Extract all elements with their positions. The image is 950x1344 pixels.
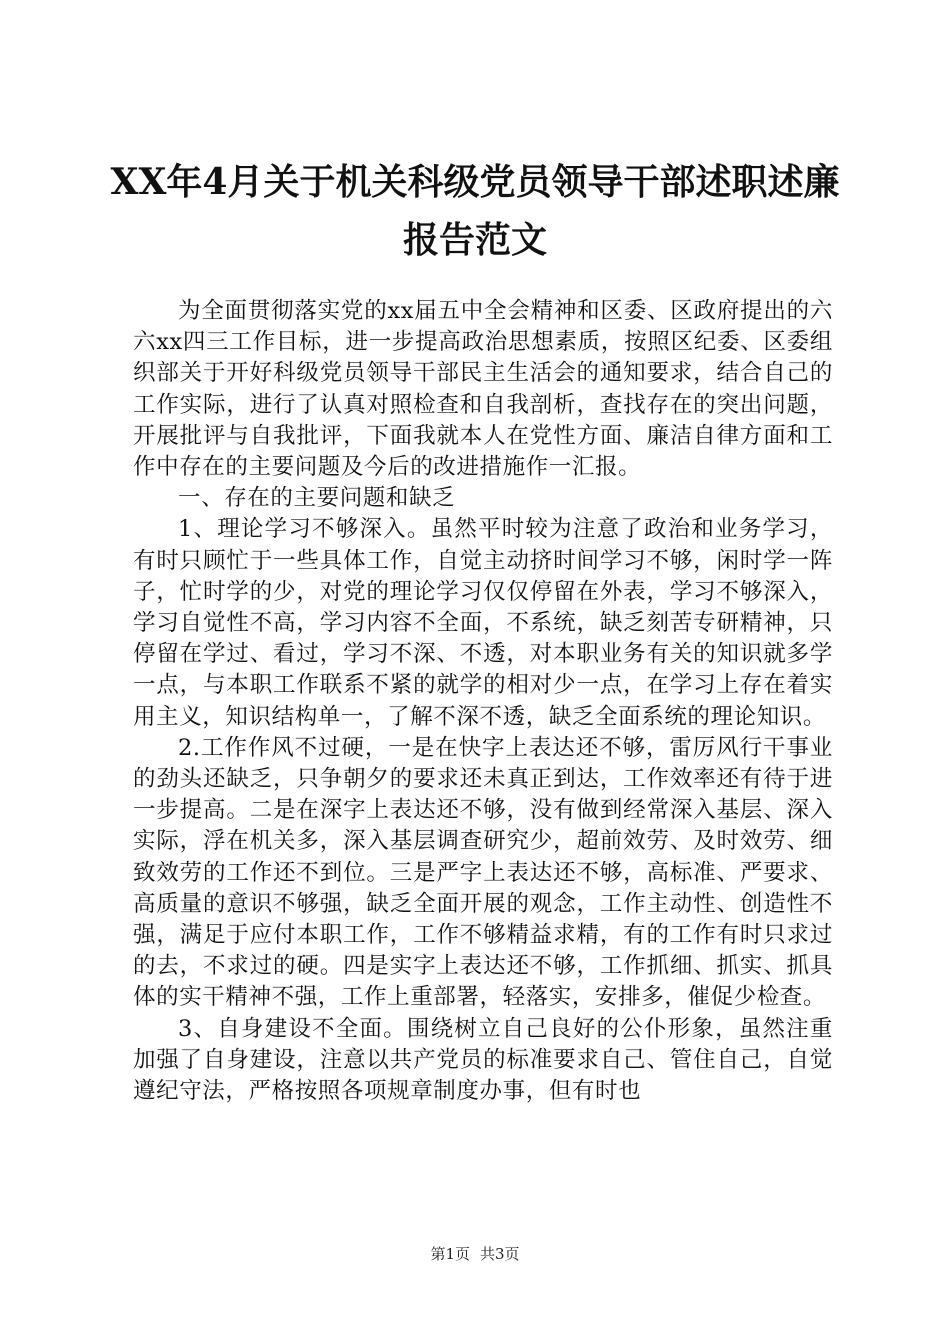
paragraph-intro: 为全面贯彻落实党的xx届五中全会精神和区委、区政府提出的六六xx四三工作目标，进一步提高政治思想素质，按照区纪委、区委组织部关于开好科级党员领导干部民主生活会的通知要求，结合自己的工作实际，进行了认真对照检查和自我剖析，查找存在的突出问题，开展批评与自我批评，下面我就本人在党性方面、廉洁自律方面和工作中存在的主要问题及今后的改进措施作一汇报。 [133,298,833,481]
paragraph-item-1: 1、理论学习不够深入。虽然平时较为注意了政治和业务学习，有时只顾忙于一些具体工作，自觉主动挤时间学习不够，闲时学一阵子，忙时学的少，对党的理论学习仅仅停留在外表，学习不够深入，学习自觉性不高，学习内容不全面，不系统，缺乏刻苦专研精神，只停留在学过、看过，学习不深、不透，对本职业务有关的知识就多学一点，与本职工作联系不紧的就学的相对少一点，在学习上存在着实用主义，知识结构单一，了解不深不透，缺乏全面系统的理论知识。 [133,516,833,730]
page-number: 第1页 [430,1245,470,1263]
paragraph-item-2: 2.工作作风不过硬，一是在快字上表达还不够，雷厉风行干事业的劲头还缺乏，只争朝夕的要求还未真正到达，工作效率还有待于进一步提高。二是在深字上表达还不够，没有做到经常深入基层、深入实际，浮在机关多，深入基层调查研究少，超前效劳、及时效劳、细致效劳的工作还不到位。三是严字上表达还不够，高标准、严要求、高质量的意识不够强，缺乏全面开展的观念，工作主动性、创造性不强，满足于应付本职工作，工作不够精益求精，有的工作有时只求过的去，不求过的硬。四是实字上表达还不够，工作抓细、抓实、抓具体的实干精神不强，工作上重部署，轻落实，安排多，催促少检查。 [133,734,833,1011]
document-title-line-2: 报告范文 [402,219,547,261]
document-title-line-1: XX年4月关于机关科级党员领导干部述职述廉 [110,161,840,203]
document-body [133,296,833,1107]
paragraph-item-3: 3、自身建设不全面。围绕树立自己良好的公仆形象，虽然注重加强了自身建设，注意以共产党员的标准要求自己、管住自己，自觉遵纪守法，严格按照各项规章制度办事，但有时也 [133,1015,833,1105]
page-total: 共3页 [480,1245,520,1263]
section-heading: 一、存在的主要问题和缺乏 [178,485,456,512]
page-footer [0,1244,950,1264]
